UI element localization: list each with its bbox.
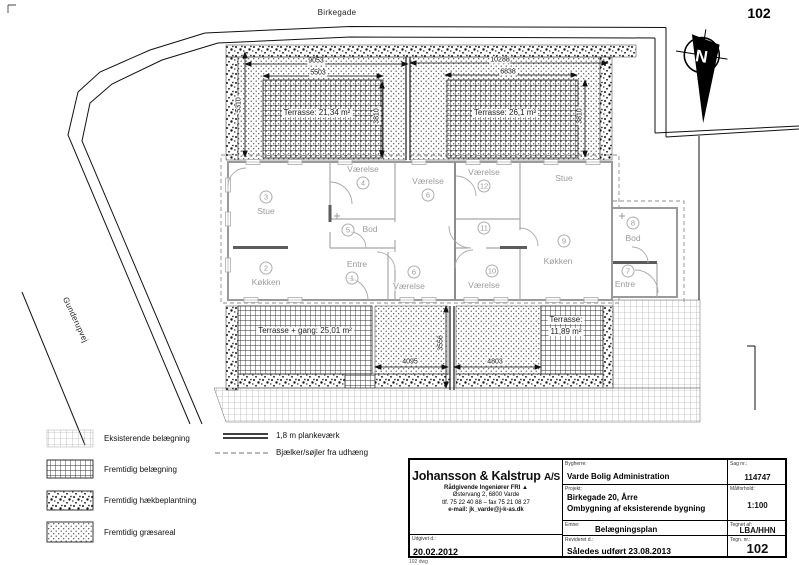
issued-cell [410, 534, 563, 558]
scale-label: Målforhold: [730, 486, 755, 492]
dim-6838: 6838 [500, 68, 516, 76]
room-number-entre1: 1 [346, 272, 359, 285]
drawn-by-cell [727, 520, 787, 535]
room-label-varelse12: Værelse [468, 166, 500, 177]
room-number-gang11: 11 [478, 222, 491, 235]
scale-value: 1:100 [747, 501, 768, 510]
room-label-kokken9: Køkken [543, 255, 573, 266]
street-label-birkegade: Birkegade [317, 8, 357, 17]
dim-4803: 4803 [487, 358, 503, 366]
hedge-north-band [226, 45, 636, 57]
room-number-kokken9: 9 [558, 235, 571, 248]
legend-swatch-future-paving [47, 460, 93, 478]
case-number-cell [727, 460, 787, 484]
boundary-se-segment [747, 346, 755, 410]
subject-label: Emne: [565, 522, 580, 528]
drawn-by-label: Tegnet af: [730, 522, 752, 528]
room-number-varelse6b: 6 [408, 266, 421, 279]
hedge-sb-south [456, 374, 603, 388]
room-label-varelse4: Værelse [347, 163, 379, 174]
birkegade-north-edge [205, 27, 666, 34]
terrace-label-ne: Terrasse: 26,1 m² [473, 108, 537, 117]
legend-swatch-existing-paving [47, 430, 93, 447]
room-label-bod8: Bod [625, 232, 641, 243]
room-number-bod5: 5 [342, 224, 355, 237]
revised-value: Således udført 23.08.2013 [567, 546, 671, 556]
room-number-stue3: 3 [260, 191, 273, 204]
title-block [408, 458, 787, 558]
walkway-gang [345, 374, 375, 388]
company-name: Johansson & Kalstrup A/S [411, 469, 561, 483]
existing-paving-south-band [214, 388, 700, 422]
dim-9053: 9053 [308, 57, 324, 65]
dim-3810-left: 3810 [373, 108, 381, 124]
room-number-bod8: 8 [627, 217, 640, 230]
legend-swatch-grass [47, 522, 93, 542]
existing-paving-east-patch [613, 300, 700, 388]
terrace-nw [263, 80, 383, 158]
room-number-varelse10: 10 [486, 265, 499, 278]
dim-5310: 5310 [235, 97, 243, 113]
hedge-sa-south [375, 374, 450, 388]
road-edge-inner-west [82, 43, 218, 424]
room-label-stue3: Stue [257, 205, 275, 216]
sheet-number: 102 [747, 5, 771, 21]
hedge-ne-east [600, 57, 612, 160]
corner-crop-mark [8, 5, 16, 13]
room-number-varelse4: 4 [357, 177, 370, 190]
room-label-kokken2: Køkken [251, 276, 281, 287]
legend-line-fence [223, 434, 268, 438]
room-label-stue-right: Stue [555, 172, 573, 183]
company-tagline: Rådgivende Ingeniører FRI ▲ [444, 484, 528, 491]
issued-date: 20.02.2012 [413, 547, 459, 557]
client-label: Bygherre: [565, 461, 587, 467]
room-label-entre1: Entre [346, 258, 368, 269]
case-number-label: Sag nr.: [730, 461, 748, 467]
dim-4095: 4095 [402, 358, 418, 366]
legend-label-fence: 1,8 m plankeværk [276, 431, 340, 440]
room-label-varelse6a: Værelse [412, 175, 444, 186]
room-label-bod5: Bod [362, 223, 378, 234]
file-note: 102 dwg [409, 559, 428, 565]
north-arrow [666, 25, 732, 125]
subject-cell [563, 520, 727, 535]
street-label-gunderupvej: Gunderupvej [60, 295, 90, 344]
hedge-se-east [603, 306, 613, 388]
terrace-ne [447, 80, 578, 158]
company-phone: tlf. 75 22 40 88 – fax 75 21 08 27 [442, 499, 530, 506]
legend-label-existing-paving: Eksisterende belægning [104, 434, 190, 443]
legend-label-grass: Fremtidig græsareal [104, 528, 176, 537]
project-label: Projekt: [565, 486, 582, 492]
terrace-sw [238, 306, 372, 374]
room-label-varelse6b: Værelse [393, 280, 425, 291]
north-letter: N [693, 46, 710, 67]
drawn-by-value: LBA/HHN [739, 526, 776, 535]
project-line-2: Ombygning af eksisterende bygning [567, 503, 706, 513]
legend-label-overhang: Bjælker/søjler fra udhæng [276, 448, 369, 457]
room-label-entre7: Entre [614, 278, 636, 289]
revised-label: Revideret d.: [565, 537, 594, 543]
hedge-sw-west [226, 306, 238, 390]
company-suffix: A/S [543, 472, 561, 483]
terrace-label-se-2: 11,89 m² [550, 327, 582, 336]
dim-3810-right: 3810 [576, 108, 584, 124]
scale-cell [727, 484, 787, 520]
drawing-number-value: 102 [746, 541, 769, 556]
issued-label: Udgivet d.: [412, 536, 436, 542]
hedge-sw-south [238, 374, 345, 388]
terrace-label-se-1: Terrasse: [549, 315, 583, 324]
room-number-entre7: 7 [622, 265, 635, 278]
room-number-varelse12: 12 [478, 180, 491, 193]
boundary-ne-1 [666, 129, 799, 137]
project-line-1: Birkegade 20, Årre [567, 493, 638, 502]
revised-cell [563, 535, 727, 558]
room-number-kokken2: 2 [260, 262, 273, 275]
drawing-number-label: Tegn. nr.: [730, 537, 751, 543]
road-edge-outer-west [68, 33, 205, 424]
legend-label-hedge: Fremtidig hækbeplantning [104, 496, 197, 505]
terrace-label-nw: Terrasse: 21,34 m² [283, 108, 351, 117]
room-number-varelse6a: 6 [422, 189, 435, 202]
boundary-ne-2 [655, 126, 799, 133]
room-label-varelse10: Værelse [468, 279, 500, 290]
subject-value: Belægningsplan [595, 525, 658, 534]
building [226, 160, 678, 303]
case-number-value: 114747 [744, 473, 771, 482]
client-value: Varde Bolig Administration [567, 472, 670, 481]
terrace-label-sw: Terrasse + gang: 25,01 m² [258, 326, 352, 335]
birkegade-south-edge [218, 37, 655, 43]
dim-5503: 5503 [310, 69, 326, 77]
project-cell [563, 484, 727, 520]
company-email: e-mail: jk_varde@j-k-as.dk [448, 507, 524, 513]
dim-3556: 3556 [437, 335, 445, 351]
company-address: Østervang 2, 6800 Varde [452, 492, 520, 498]
title-block-company-cell [410, 460, 563, 534]
legend-swatch-hedge [47, 491, 93, 510]
drawing-number-cell [727, 535, 787, 558]
legend-label-future-paving: Fremtidig belægning [104, 465, 177, 474]
client-cell [563, 460, 727, 484]
dim-10288: 10288 [490, 56, 510, 64]
legend-symbols [47, 430, 268, 542]
